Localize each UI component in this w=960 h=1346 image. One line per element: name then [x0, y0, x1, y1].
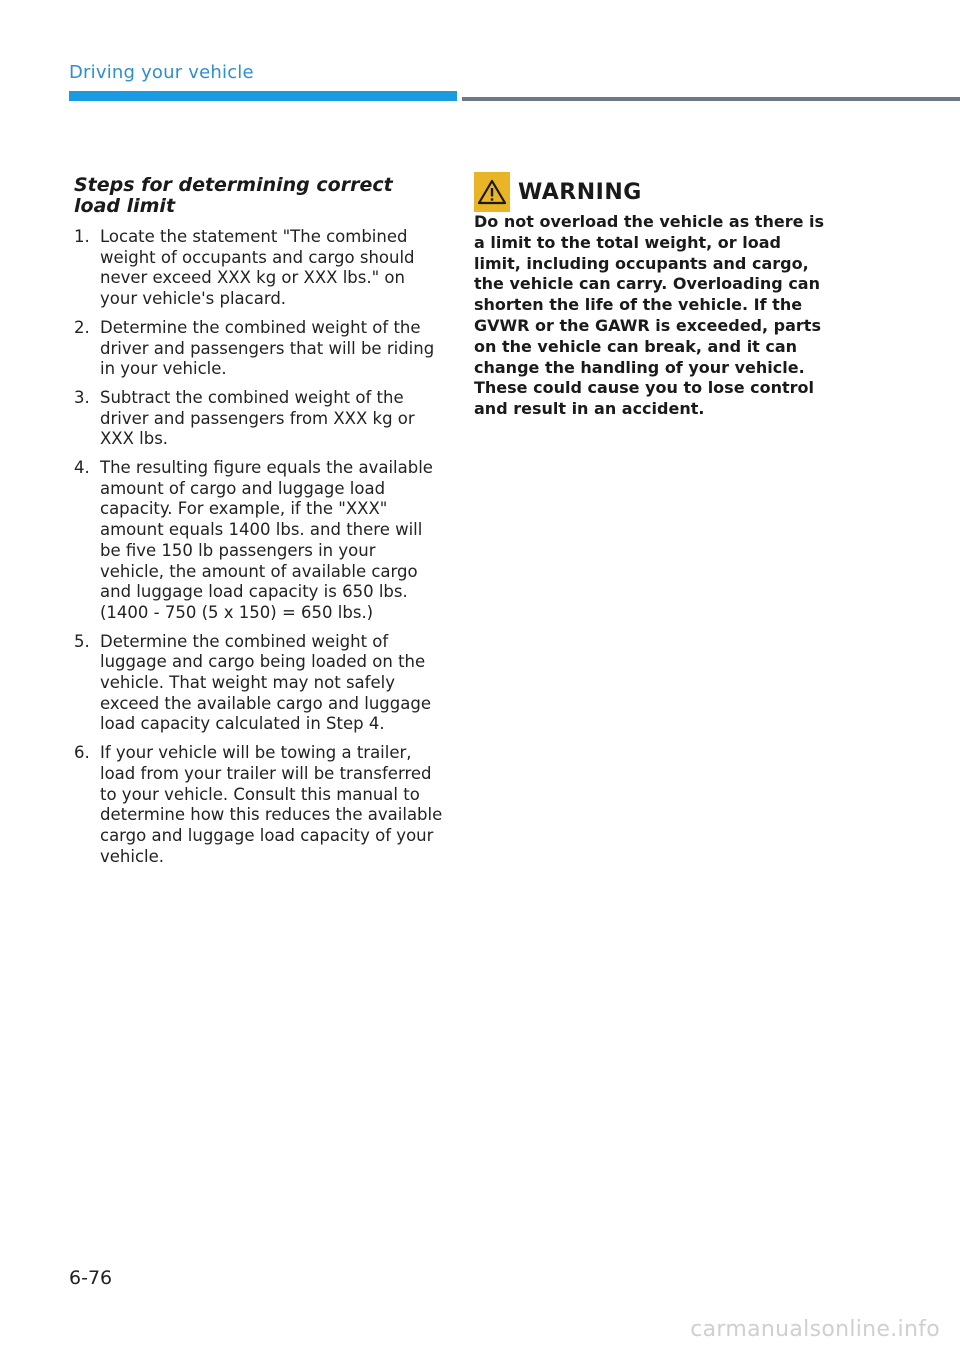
page-number: 6-76 — [69, 1267, 113, 1289]
step-text: The resulting figure equals the available amount of cargo and luggage load capacity. For example, if the "XXX" amount equals 1400 lbs. and there will be five 150 lb passengers in your vehicle, the amount of available cargo and luggage load capacity is 650 lbs. (1400 - 750 (5 x 150) = 650 lbs.) — [100, 458, 433, 622]
warning-title: WARNING — [518, 179, 642, 205]
step-item — [74, 227, 444, 310]
step-item — [74, 458, 444, 624]
load-limit-section — [74, 175, 444, 875]
step-number: 5. — [74, 631, 90, 651]
warning-header — [474, 172, 824, 212]
step-number: 2. — [74, 317, 90, 337]
step-number: 6. — [74, 743, 90, 763]
step-text: Determine the combined weight of the driver and passengers that will be riding in your vehicle. — [100, 317, 435, 379]
step-item — [74, 388, 444, 450]
step-text: Determine the combined weight of luggage and cargo being loaded on the vehicle. That weight may not safely exceed the available cargo and luggage load capacity calculated in Step 4. — [100, 631, 431, 734]
step-item — [74, 632, 444, 736]
watermark-text: carmanualsonline.info — [690, 1317, 940, 1342]
steps-list — [74, 227, 444, 867]
step-item — [74, 318, 444, 380]
step-number: 4. — [74, 458, 90, 478]
warning-triangle-icon — [474, 172, 510, 212]
step-text: Locate the statement "The combined weight of occupants and cargo should never exceed XXX kg or XXX lbs." on your vehicle's placard. — [100, 227, 415, 309]
step-text: Subtract the combined weight of the driver and passengers from XXX kg or XXX lbs. — [100, 387, 415, 449]
chapter-title: Driving your vehicle — [69, 62, 254, 83]
section-heading: Steps for determining correct load limit — [74, 174, 393, 217]
header-rule-gray — [462, 97, 960, 101]
header-rule-accent — [69, 91, 457, 101]
step-text: If your vehicle will be towing a trailer, load from your trailer will be transferred to your vehicle. Consult this manual to determine how this reduces the available cargo and luggage load capacity of your vehicle. — [100, 743, 443, 866]
step-item — [74, 743, 444, 867]
step-number: 3. — [74, 387, 90, 407]
warning-box — [474, 172, 824, 436]
step-number: 1. — [74, 227, 90, 246]
warning-text: Do not overload the vehicle as there is a limit to the total weight, or load limit, including occupants and cargo, the vehicle can carry. Overloading can shorten the life of the vehicle. If the GVWR or the GAWR is exceeded, parts on the vehicle can break, and it can change the handling of your vehicle. These could cause you to lose control and result in an accident. — [474, 212, 825, 419]
